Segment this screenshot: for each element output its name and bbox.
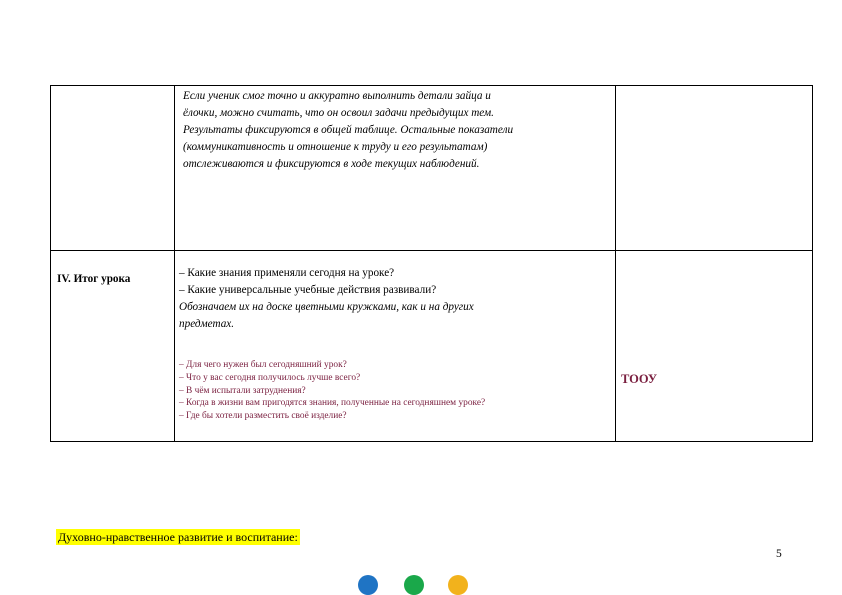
note-line: Обозначаем их на доске цветными кружками, как и на других xyxy=(179,301,474,313)
row2-content xyxy=(179,265,607,333)
lesson-table xyxy=(50,85,813,442)
table-column-divider xyxy=(615,86,616,441)
list-item: – В чём испытали затруднения? xyxy=(179,385,306,396)
description-line: Результаты фиксируются в общей таблице. Остальные показатели xyxy=(183,124,514,136)
green-circle-icon xyxy=(404,575,424,595)
table-row-divider xyxy=(51,250,812,251)
description-line: ёлочки, можно считать, что он освоил задачи предыдущих тем. xyxy=(183,107,494,119)
highlighted-heading: Духовно-нравственное развитие и воспитание: xyxy=(58,530,298,544)
list-item: – Где бы хотели разместить своё изделие? xyxy=(179,411,347,422)
uud-label: ТООУ xyxy=(621,372,658,386)
description-line: (коммуникативность и отношение к труду и его результатам) xyxy=(183,141,488,153)
list-item: – Для чего нужен был сегодняшний урок? xyxy=(179,360,347,370)
reflection-questions xyxy=(179,359,599,423)
description-line: отслеживаются и фиксируются в ходе текущих наблюдений. xyxy=(183,158,480,170)
question-bold: – Какие знания применяли сегодня на уроке? xyxy=(179,267,395,279)
list-item: – Когда в жизни вам пригодятся знания, полученные на сегодняшнем уроке? xyxy=(179,398,486,409)
list-item: – Что у вас сегодня получилось лучше всего? xyxy=(179,372,361,383)
yellow-circle-icon xyxy=(448,575,468,595)
page-number: 5 xyxy=(776,548,782,560)
blue-circle-icon xyxy=(358,575,378,595)
note-line: предметах. xyxy=(179,318,235,330)
question-bold: – Какие универсальные учебные действия развивали? xyxy=(179,284,437,296)
description-line: Если ученик смог точно и аккуратно выполнить детали зайца и xyxy=(183,90,491,102)
table-column-divider xyxy=(174,86,175,441)
stage-title: IV. Итог урока xyxy=(57,273,131,285)
row1-description xyxy=(183,88,611,173)
